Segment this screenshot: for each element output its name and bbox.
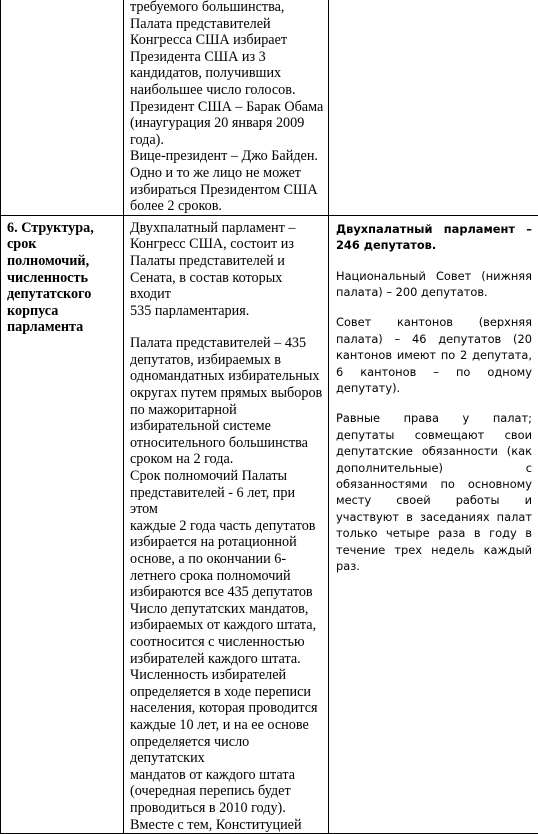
text-line: Президент США – Барак Обама [130,99,324,116]
swiss-paragraph-national-council: Национальный Совет (нижняя палата) – 200 депутатов. [336,268,532,301]
text-line: Президента США из 3 [130,49,324,66]
usa-president-text [124,0,328,215]
text-line: соотносится с численностью [130,634,324,651]
text-line: Конгресс США, состоит из [130,236,324,253]
swiss-paragraph-council-of-states: Совет кантонов (верхняя палата) – 46 депутатов (20 кантонов имеют по 2 депутата, 6 кантонов – по одному депутату). [336,314,532,396]
text-line: года). [130,132,324,149]
usa-paragraph-house [130,335,324,833]
text-line: избирательной системе [130,418,324,435]
text-line: Палаты представителей и [130,253,324,270]
swiss-paragraph-parliament: Двухпалатный парламент – 246 депутатов. [336,221,532,254]
text-line: мандатов от каждого штата [130,767,324,784]
text-line: летнего срока полномочий [130,568,324,585]
text-line: представителей - 6 лет, при этом [130,485,324,518]
text-line: относительного большинства [130,435,324,452]
heading-line: численность [7,270,120,287]
text-line: требуемого большинства, [130,0,324,16]
text-line: каждые 10 лет, и на ее основе [130,717,324,734]
text-line: наибольшее число голосов. [130,82,324,99]
text-line: Численность избирателей [130,667,324,684]
text-line: Палата представителей – 435 [130,335,324,352]
swiss-paragraph-equal-rights: Равные права у палат; депутаты совмещают свои депутатские обязанности (как дополнительные) с обязанностями по основному месту своей работы и участвуют в заседаниях палат только четыре раза в году в течение трех недель каждый раз. [336,410,532,574]
criterion-heading [1,216,123,336]
text-line: избирается на ротационной [130,534,324,551]
text-line: определяется в ходе переписи [130,684,324,701]
usa-parliament-text [124,216,328,833]
table-row-parliament-structure [1,215,538,833]
text-line: Срок полномочий Палаты [130,468,324,485]
heading-line: парламента [7,319,120,336]
text-line: кандидатов, получивших [130,65,324,82]
text-line: Сената, в состав которых входит [130,270,324,303]
criterion-cell-empty [1,0,124,215]
table-row-president-continuation [1,0,538,215]
heading-line: срок [7,236,120,253]
text-line: (инаугурация 20 января 2009 [130,115,324,132]
text-line: (очередная перепись будет [130,783,324,800]
text-line: избираемых от каждого штата, [130,617,324,634]
text-line: населения, которая проводится [130,700,324,717]
text-line: Одно и то же лицо не может [130,165,324,182]
text-line: основе, а по окончании 6- [130,551,324,568]
text-line: 535 парламентария. [130,303,324,320]
text-line: депутатов, избираемых в [130,352,324,369]
text-line: одномандатных избирательных [130,368,324,385]
text-line: проводиться в 2010 году). [130,800,324,817]
heading-line: 6. Структура, [7,220,120,237]
text-line: Вице-президент – Джо Байден. [130,148,324,165]
text-line: избирателей каждого штата. [130,651,324,668]
text-line: более 2 сроков. [130,198,324,215]
heading-line: корпуса [7,303,120,320]
text-line: по мажоритарной [130,402,324,419]
heading-line: полномочий, [7,253,120,270]
swiss-president-cell-empty [329,0,538,215]
text-line: избираются все 435 депутатов [130,584,324,601]
text-line: Вместе с тем, Конституцией [130,817,324,834]
text-line: избираться Президентом США [130,182,324,199]
criterion-cell [1,215,124,833]
text-line: Двухпалатный парламент – [130,220,324,237]
heading-line: депутатского [7,286,120,303]
text-line: каждые 2 года часть депутатов [130,518,324,535]
text-line: определяется число депутатских [130,734,324,767]
text-line: округах путем прямых выборов [130,385,324,402]
swiss-parliament-text [329,216,538,575]
text-line: Число депутатских мандатов, [130,601,324,618]
text-line: сроком на 2 года. [130,451,324,468]
swiss-parliament-cell [329,215,538,833]
text-line: Конгресса США избирает [130,32,324,49]
usa-president-cell [124,0,329,215]
usa-paragraph-congress [130,220,324,320]
text-line: Палата представителей [130,16,324,33]
usa-parliament-cell [124,215,329,833]
